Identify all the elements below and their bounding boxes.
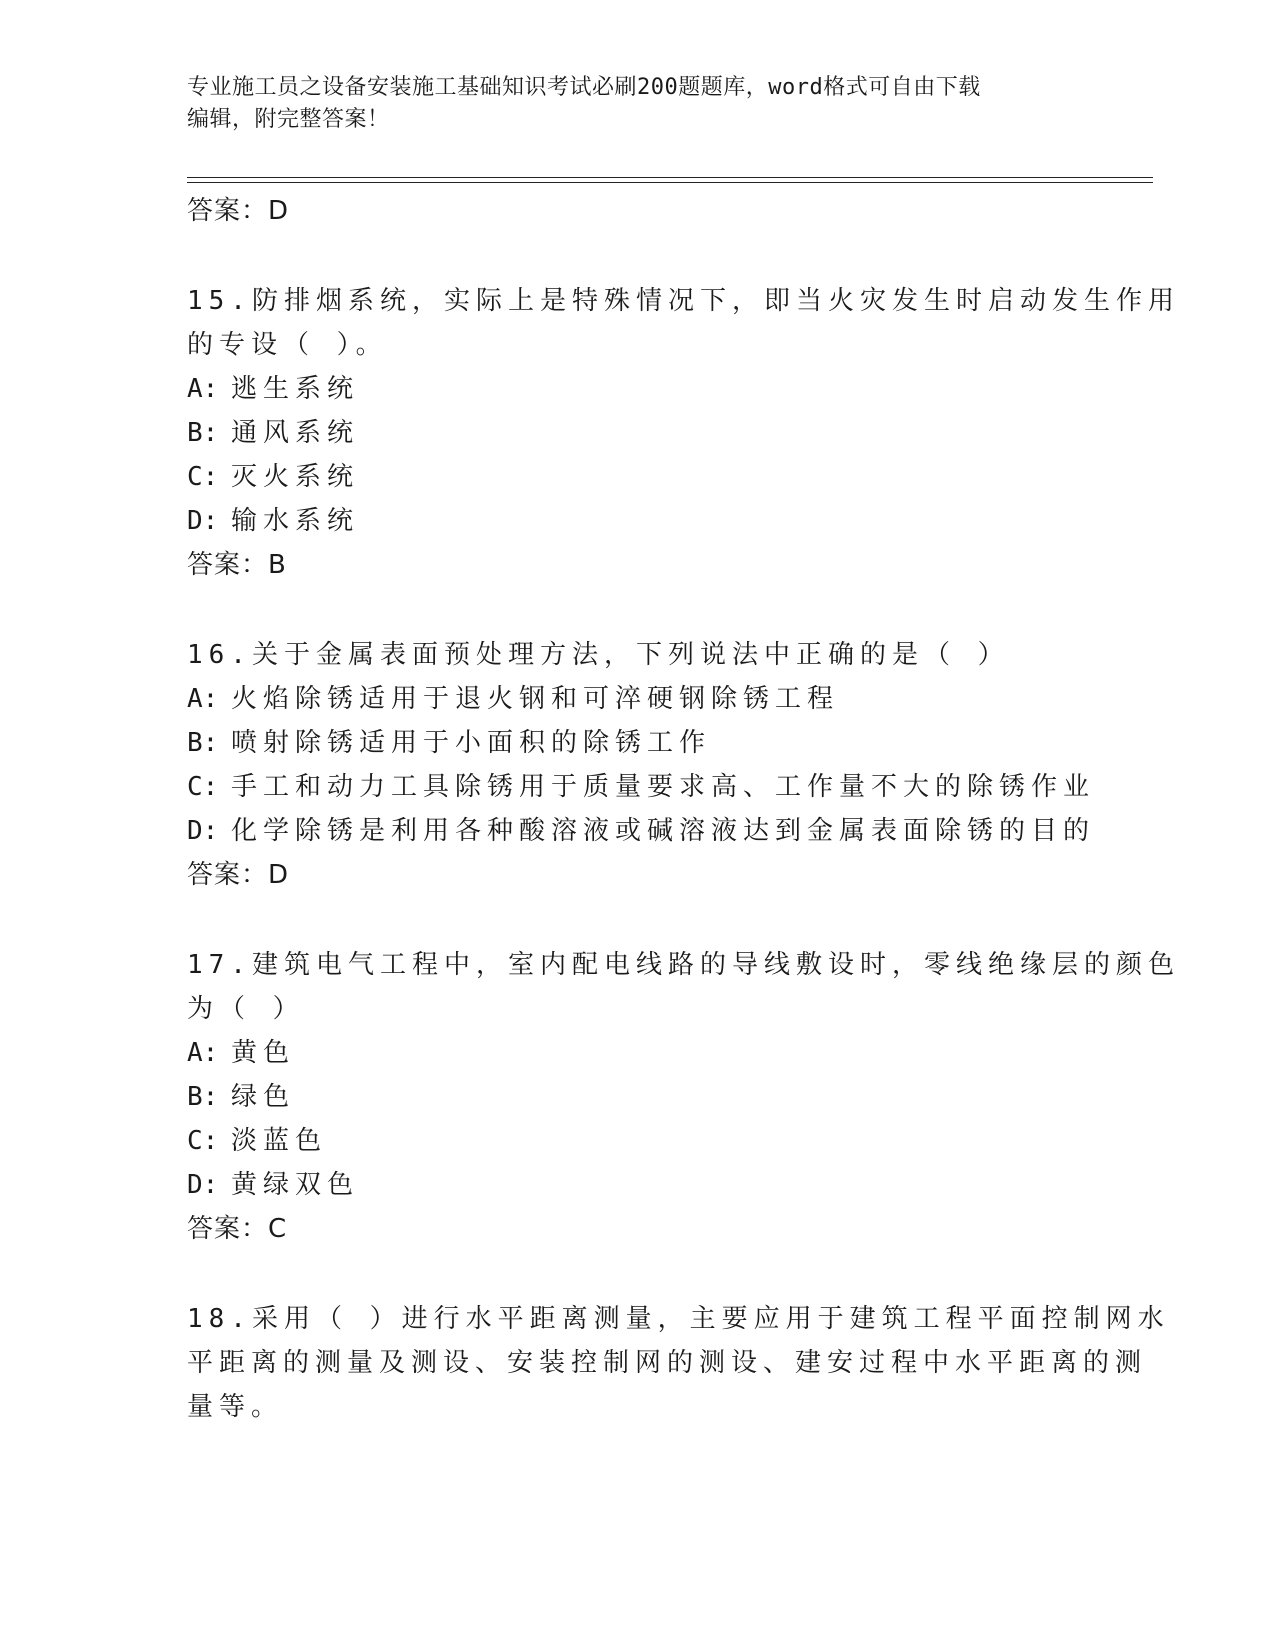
option-text: 化学除锈是利用各种酸溶液或碱溶液达到金属表面除锈的目的: [231, 816, 1096, 846]
q16-option-c: [187, 772, 1095, 802]
option-label: B:: [187, 728, 219, 758]
q15-answer: 答案：B: [187, 550, 287, 580]
option-label: A:: [187, 374, 219, 404]
option-text: 手工和动力工具除锈用于质量要求高、工作量不大的除锈作业: [231, 772, 1096, 802]
q16-option-b: [187, 728, 711, 758]
option-label: A:: [187, 684, 219, 714]
option-label: B:: [187, 418, 219, 448]
q16-option-a: [187, 684, 839, 714]
page-header: [187, 72, 1067, 136]
q15-option-d: [187, 506, 359, 536]
option-text: 灭火系统: [231, 462, 360, 492]
option-label: D:: [187, 816, 219, 846]
option-text: 火焰除锈适用于退火钢和可淬硬钢除锈工程: [231, 684, 840, 714]
answer-previous: 答案：D: [187, 196, 290, 226]
header-line-2: 编辑，附完整答案！: [187, 107, 390, 132]
q18-stem-line-1: 18.采用（ ）进行水平距离测量，主要应用于建筑工程平面控制网水: [187, 1304, 1170, 1334]
header-divider-bottom: [187, 182, 1153, 183]
q18-stem-line-3: 量等。: [187, 1392, 284, 1422]
q17-option-a: [187, 1038, 295, 1068]
option-label: A:: [187, 1038, 219, 1068]
option-text: 输水系统: [231, 506, 360, 536]
q15-option-b: [187, 418, 359, 448]
q17-answer: 答案：C: [187, 1214, 288, 1244]
header-divider-top: [187, 177, 1153, 178]
option-label: D:: [187, 1170, 219, 1200]
option-text: 逃生系统: [231, 374, 360, 404]
q18-stem-line-2: 平距离的测量及测设、安装控制网的测设、建安过程中水平距离的测: [187, 1348, 1148, 1378]
option-label: C:: [187, 462, 219, 492]
q15-option-a: [187, 374, 359, 404]
option-text: 淡蓝色: [231, 1126, 328, 1156]
option-label: C:: [187, 772, 219, 802]
q16-option-d: [187, 816, 1095, 846]
q15-stem-line-1: 15.防排烟系统，实际上是特殊情况下，即当火灾发生时启动发生作用: [187, 286, 1180, 316]
option-text: 绿色: [231, 1082, 296, 1112]
option-label: D:: [187, 506, 219, 536]
option-label: B:: [187, 1082, 219, 1112]
option-text: 喷射除锈适用于小面积的除锈工作: [231, 728, 712, 758]
option-label: C:: [187, 1126, 219, 1156]
q17-stem-line-2: 为（ ）: [187, 994, 305, 1024]
q15-option-c: [187, 462, 359, 492]
q17-option-d: [187, 1170, 359, 1200]
q16-answer: 答案：D: [187, 860, 290, 890]
option-text: 黄绿双色: [231, 1170, 360, 1200]
option-text: 黄色: [231, 1038, 296, 1068]
header-line-1: 专业施工员之设备安装施工基础知识考试必刷200题题库，word格式可自由下载: [187, 75, 981, 100]
q17-option-b: [187, 1082, 295, 1112]
q16-stem-line-1: 16.关于金属表面预处理方法，下列说法中正确的是（ ）: [187, 640, 1010, 670]
q17-option-c: [187, 1126, 327, 1156]
q15-stem-line-2: 的专设（ ）。: [187, 330, 388, 360]
option-text: 通风系统: [231, 418, 360, 448]
q17-stem-line-1: 17.建筑电气工程中，室内配电线路的导线敷设时，零线绝缘层的颜色: [187, 950, 1180, 980]
